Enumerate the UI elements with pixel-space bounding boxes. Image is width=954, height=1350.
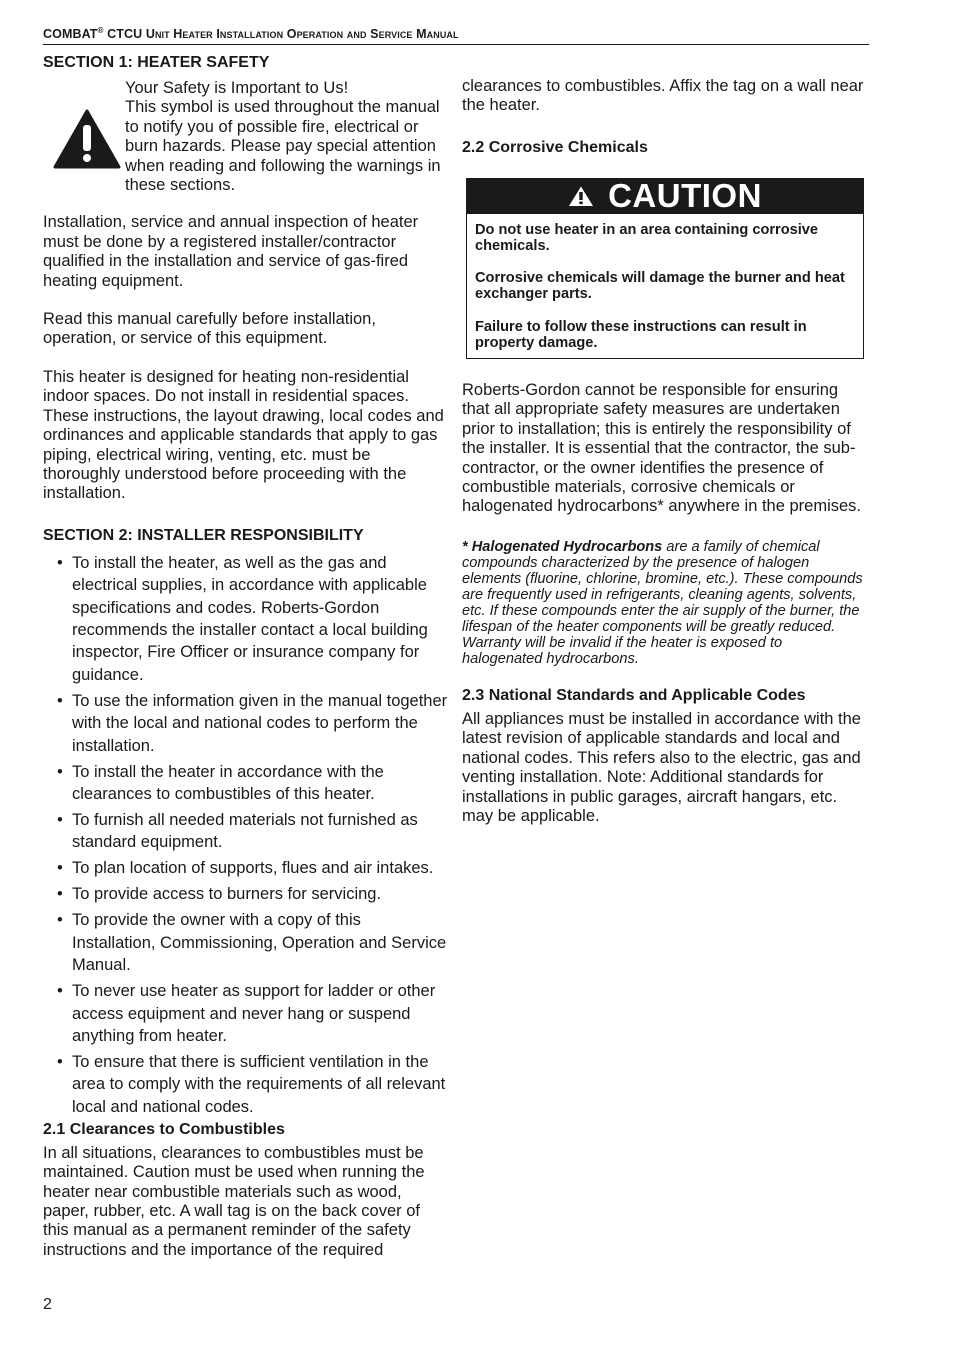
page-number: 2 xyxy=(43,1296,52,1313)
list-item: • To ensure that there is sufficient ventilation in the area to comply with the requirements of all relevant local and national codes. xyxy=(43,1051,448,1118)
header-brand: COMBAT xyxy=(43,27,98,42)
left-column xyxy=(43,53,448,1260)
list-item: • To furnish all needed materials not furnished as standard equipment. xyxy=(43,809,448,854)
caution-banner xyxy=(467,179,863,214)
s22-heading: 2.2 Corrosive Chemicals xyxy=(462,138,648,156)
s23-para: All appliances must be installed in accordance with the latest revision of applicable standards and local and national codes. This refers also to the electric, gas and venting installation. Note: Additional standards for installations in public garages, aircraft hangars, etc. may be applicable. xyxy=(462,709,861,825)
running-header xyxy=(43,26,869,45)
s21-para-continued: clearances to combustibles. Affix the tag on a wall near the heater. xyxy=(462,77,864,115)
note-term: * Halogenated Hydrocarbons xyxy=(462,538,663,555)
s22-para: Roberts-Gordon cannot be responsible for ensuring that all appropriate safety measures are undertaken prior to installation; this is entirely the responsibility of the installer. It is essential that the contractor, the sub-contractor, or the owner identifies the presence of combustible materials, corrosive chemicals or halogenated hydrocarbons* anywhere in the premises. xyxy=(462,381,861,516)
header-model: CTCU xyxy=(107,27,143,42)
responsibility-list xyxy=(43,552,448,1119)
header-reg-mark: ® xyxy=(97,26,104,35)
list-item: • To install the heater, as well as the gas and electrical supplies, in accordance with applicable specifications and codes. Roberts-Gordon recommends the installer contact a local building inspector, Fire Officer or insurance company for guidance. xyxy=(43,552,448,686)
list-item: • To provide the owner with a copy of this Installation, Commissioning, Operation and Service Manual. xyxy=(43,909,448,976)
caution-triangle-icon xyxy=(568,185,594,207)
section2-heading: SECTION 2: INSTALLER RESPONSIBILITY xyxy=(43,526,364,544)
right-column xyxy=(462,77,864,826)
note-text: are a family of chemical compounds characterized by the presence of halogen elements (fluorine, chlorine, bromine, etc.). These compounds are frequently used in refrigerants, cleaning agents, solvents, etc. If these compounds enter the air supply of the burner, the lifespan of the heater components will be greatly reduced. Warranty will be invalid if the heater is exposed to halogenated hydrocarbons. xyxy=(462,538,863,667)
section1-para-1: Installation, service and annual inspection of heater must be done by a registered installer/contractor qualified in the installation and service of gas-fired heating equipment. xyxy=(43,213,419,290)
safety-notice xyxy=(43,79,448,195)
safety-title: Your Safety is Important to Us! xyxy=(125,79,349,97)
list-item: • To install the heater in accordance with the clearances to combustibles of this heater. xyxy=(43,761,448,806)
s21-heading: 2.1 Clearances to Combustibles xyxy=(43,1120,285,1138)
list-item: • To use the information given in the manual together with the local and national codes to perform the installation. xyxy=(43,690,448,757)
section1-para-3: This heater is designed for heating non-residential indoor spaces. Do not install in residential spaces. These instructions, the layout drawing, local codes and ordinances and applicable standards that apply to gas piping, electrical wiring, venting, etc. must be thoroughly understood before proceeding with the installation. xyxy=(43,367,444,503)
caution-line: Failure to follow these instructions can result in property damage. xyxy=(475,318,807,351)
caution-line: Do not use heater in an area containing corrosive chemicals. xyxy=(475,221,819,255)
s21-para: In all situations, clearances to combustibles must be maintained. Caution must be used when running the heater near combustible materials such as wood, paper, rubber, etc. A wall tag is on the back cover of this manual as a permanent reminder of the safety instructions and the importance of the required xyxy=(43,1143,425,1259)
caution-line: Corrosive chemicals will damage the burner and heat exchanger parts. xyxy=(475,270,845,303)
list-item: • To plan location of supports, flues and air intakes. xyxy=(43,857,448,879)
caution-label: CAUTION xyxy=(608,177,762,215)
safety-text: This symbol is used throughout the manual to notify you of possible fire, electrical or burn hazards. Please pay special attention when reading and following the warnings in these sections. xyxy=(125,98,441,195)
halogenated-note xyxy=(462,539,864,667)
list-item: • To provide access to burners for servicing. xyxy=(43,883,448,905)
section1-para-2: Read this manual carefully before installation, operation, or service of this equipment. xyxy=(43,310,376,348)
s23-heading: 2.3 National Standards and Applicable Codes xyxy=(462,686,806,704)
header-title: Unit Heater Installation Operation and Service Manual xyxy=(145,27,459,42)
list-item: • To never use heater as support for ladder or other access equipment and never hang or suspend anything from heater. xyxy=(43,980,448,1047)
caution-box xyxy=(466,178,864,359)
warning-triangle-icon xyxy=(43,79,125,163)
section1-heading: SECTION 1: HEATER SAFETY xyxy=(43,54,270,71)
